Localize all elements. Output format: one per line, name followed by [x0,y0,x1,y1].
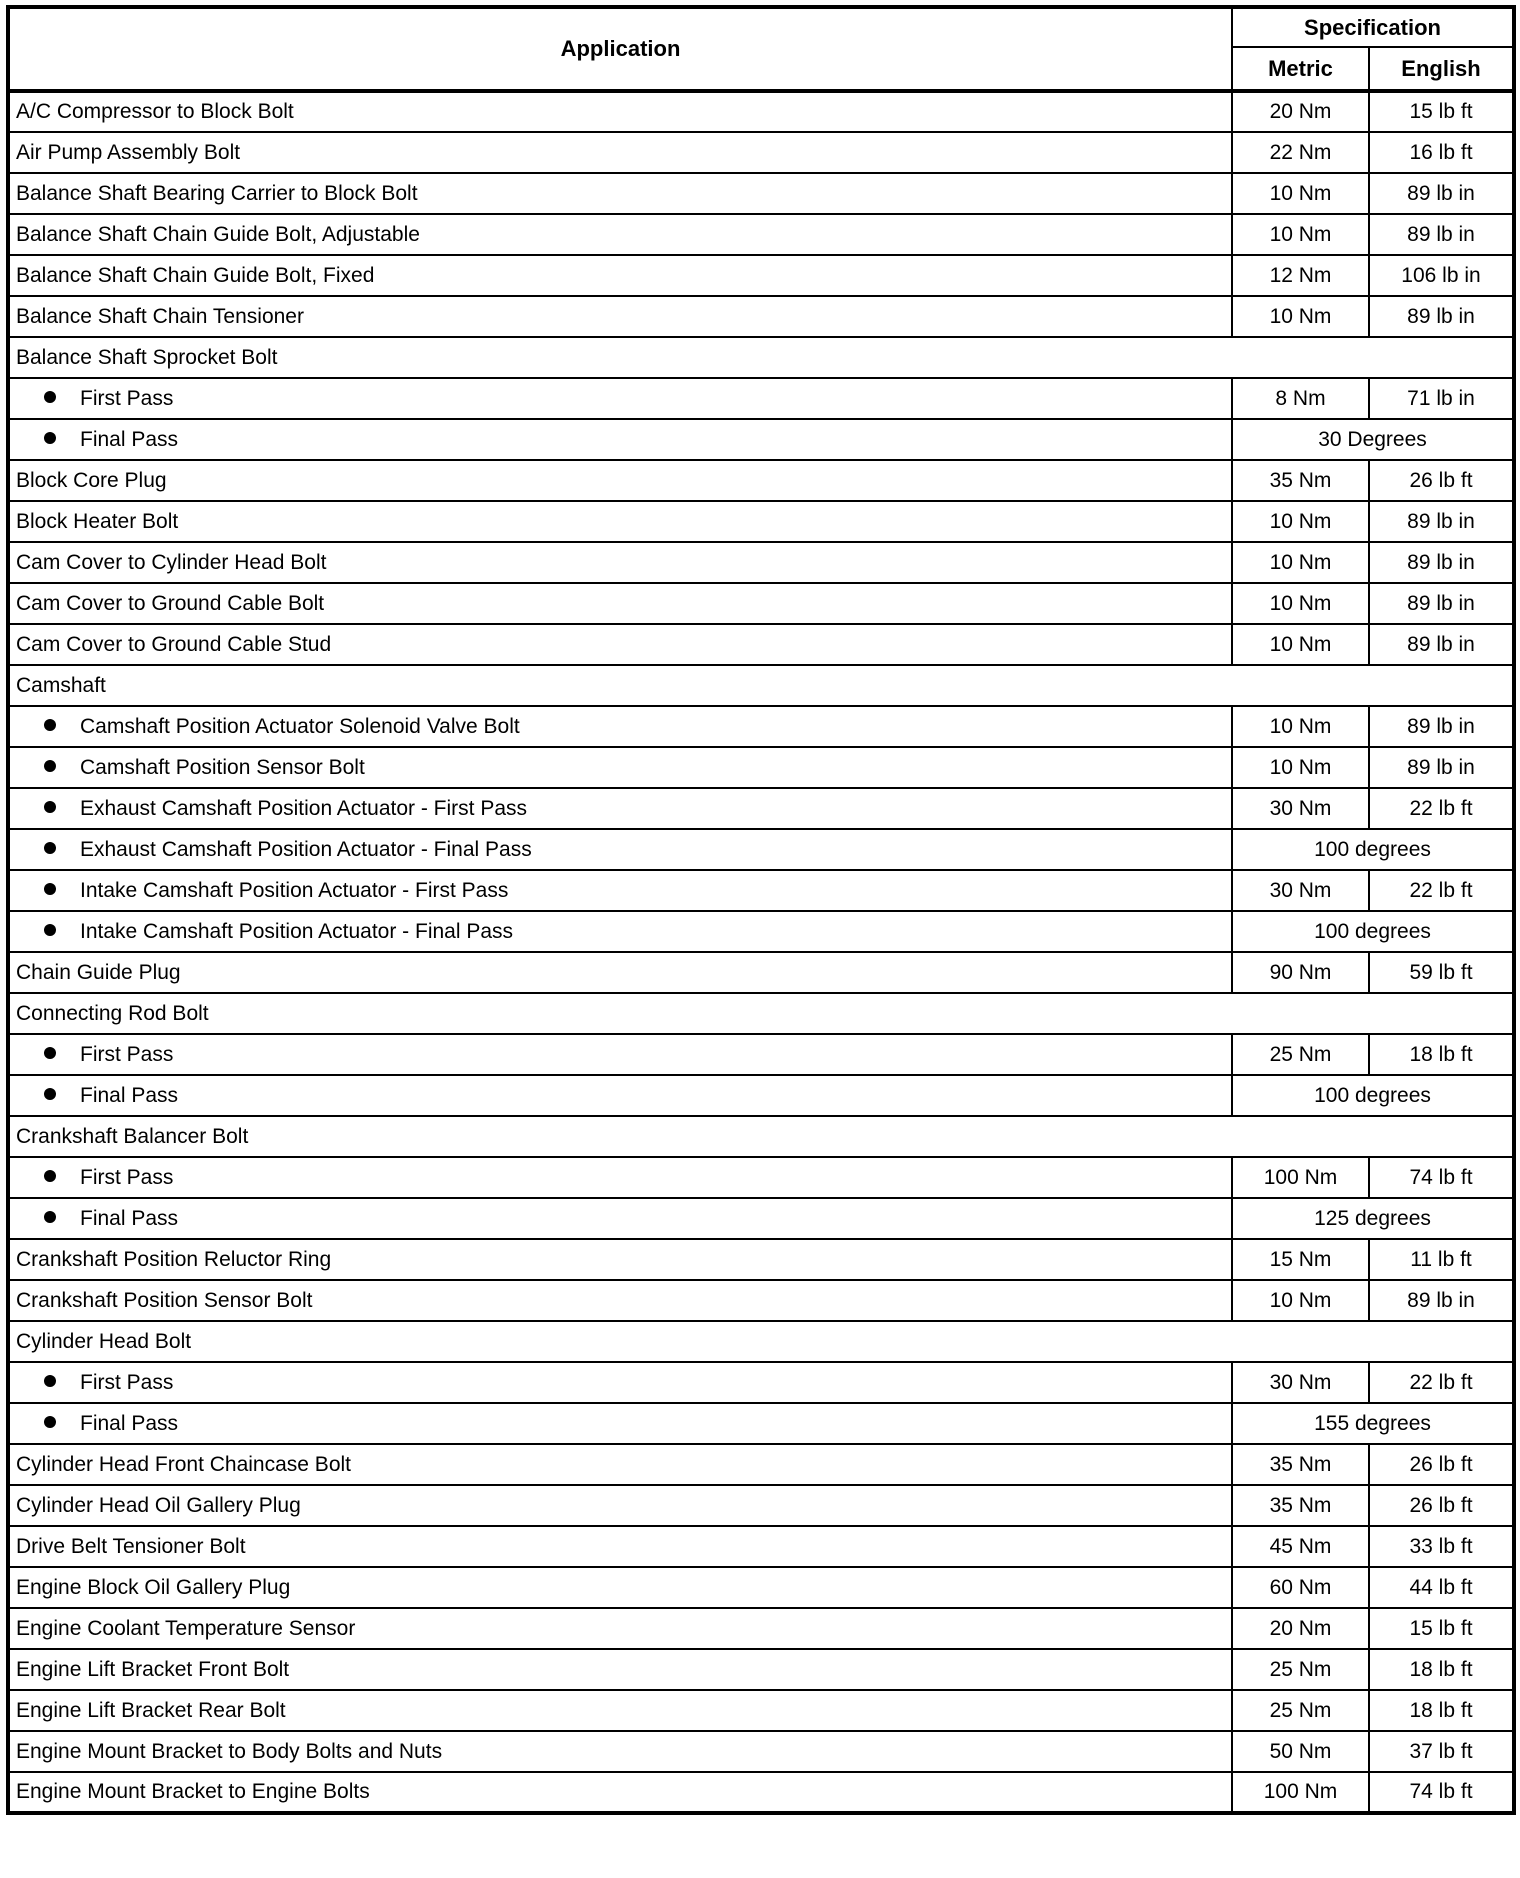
metric-value-cell: 10 Nm [1232,173,1369,214]
table-row [8,1485,1514,1526]
application-label: Final Pass [80,427,179,451]
torque-spec-table [6,5,1516,1815]
metric-value-cell: 100 Nm [1232,1772,1369,1813]
bullet-icon [44,883,56,895]
section-label-cell: Crankshaft Balancer Bolt [8,1116,1514,1157]
application-cell: Engine Block Oil Gallery Plug [8,1567,1232,1608]
application-cell: Chain Guide Plug [8,952,1232,993]
metric-value-cell: 10 Nm [1232,542,1369,583]
application-cell: Air Pump Assembly Bolt [8,132,1232,173]
application-cell: Balance Shaft Chain Tensioner [8,296,1232,337]
table-row [8,378,1514,419]
application-cell: Cylinder Head Front Chaincase Bolt [8,1444,1232,1485]
application-cell [8,1075,1232,1116]
spec-merged-cell: 155 degrees [1232,1403,1514,1444]
metric-value-cell: 8 Nm [1232,378,1369,419]
table-row [8,1239,1514,1280]
metric-value-cell: 60 Nm [1232,1567,1369,1608]
application-cell: Cam Cover to Cylinder Head Bolt [8,542,1232,583]
metric-value-cell: 10 Nm [1232,501,1369,542]
spec-merged-cell: 100 degrees [1232,911,1514,952]
table-row [8,1362,1514,1403]
application-cell: Balance Shaft Chain Guide Bolt, Fixed [8,255,1232,296]
section-label-cell: Cylinder Head Bolt [8,1321,1514,1362]
metric-value-cell: 20 Nm [1232,1608,1369,1649]
bullet-icon [44,1170,56,1182]
section-label-cell: Camshaft [8,665,1514,706]
metric-value-cell: 10 Nm [1232,583,1369,624]
metric-value-cell: 30 Nm [1232,870,1369,911]
english-value-cell: 26 lb ft [1369,1485,1514,1526]
english-value-cell: 89 lb in [1369,173,1514,214]
table-row [8,255,1514,296]
english-value-cell: 26 lb ft [1369,1444,1514,1485]
bullet-icon [44,842,56,854]
english-value-cell: 89 lb in [1369,747,1514,788]
english-value-cell: 22 lb ft [1369,870,1514,911]
application-cell: Block Heater Bolt [8,501,1232,542]
application-cell [8,829,1232,870]
application-cell [8,1198,1232,1239]
application-label: Camshaft Position Sensor Bolt [80,755,365,779]
application-cell: Engine Mount Bracket to Body Bolts and Nuts [8,1731,1232,1772]
bullet-icon [44,719,56,731]
bullet-icon [44,1375,56,1387]
application-cell: Cam Cover to Ground Cable Stud [8,624,1232,665]
metric-value-cell: 10 Nm [1232,1280,1369,1321]
application-label: Exhaust Camshaft Position Actuator - Final Pass [80,837,532,861]
table-row [8,1075,1514,1116]
metric-value-cell: 10 Nm [1232,747,1369,788]
table-row [8,1280,1514,1321]
section-row [8,1321,1514,1362]
application-cell: Cam Cover to Ground Cable Bolt [8,583,1232,624]
application-label: Final Pass [80,1411,179,1435]
english-value-cell: 15 lb ft [1369,91,1514,132]
table-header [8,7,1514,91]
application-cell: Drive Belt Tensioner Bolt [8,1526,1232,1567]
metric-value-cell: 25 Nm [1232,1034,1369,1075]
metric-value-cell: 30 Nm [1232,788,1369,829]
english-value-cell: 22 lb ft [1369,788,1514,829]
section-row [8,665,1514,706]
table-row [8,1649,1514,1690]
application-cell [8,378,1232,419]
table-row [8,214,1514,255]
bullet-icon [44,1088,56,1100]
header-row-specification [8,7,1514,47]
metric-value-cell: 25 Nm [1232,1690,1369,1731]
table-row [8,706,1514,747]
metric-value-cell: 30 Nm [1232,1362,1369,1403]
english-value-cell: 37 lb ft [1369,1731,1514,1772]
application-label: First Pass [80,1042,174,1066]
spec-merged-cell: 30 Degrees [1232,419,1514,460]
metric-value-cell: 90 Nm [1232,952,1369,993]
table-row [8,624,1514,665]
table-row [8,1403,1514,1444]
table-row [8,1731,1514,1772]
application-label: Intake Camshaft Position Actuator - First Pass [80,878,509,902]
metric-value-cell: 35 Nm [1232,460,1369,501]
application-cell: Balance Shaft Bearing Carrier to Block Bolt [8,173,1232,214]
application-cell: Crankshaft Position Reluctor Ring [8,1239,1232,1280]
application-label: First Pass [80,386,174,410]
table-row [8,788,1514,829]
bullet-icon [44,432,56,444]
application-label: First Pass [80,1370,174,1394]
application-label: Final Pass [80,1083,179,1107]
english-value-cell: 71 lb in [1369,378,1514,419]
application-cell [8,1362,1232,1403]
english-value-cell: 89 lb in [1369,542,1514,583]
section-row [8,1116,1514,1157]
table-row [8,132,1514,173]
application-label: First Pass [80,1165,174,1189]
application-cell: Engine Lift Bracket Front Bolt [8,1649,1232,1690]
english-value-cell: 89 lb in [1369,624,1514,665]
application-cell: Crankshaft Position Sensor Bolt [8,1280,1232,1321]
english-value-cell: 89 lb in [1369,706,1514,747]
application-cell [8,706,1232,747]
english-value-cell: 22 lb ft [1369,1362,1514,1403]
english-value-cell: 33 lb ft [1369,1526,1514,1567]
table-row [8,1690,1514,1731]
english-value-cell: 18 lb ft [1369,1034,1514,1075]
metric-column-header: Metric [1232,47,1369,91]
spec-merged-cell: 125 degrees [1232,1198,1514,1239]
metric-value-cell: 50 Nm [1232,1731,1369,1772]
application-cell [8,1034,1232,1075]
application-cell: Engine Mount Bracket to Engine Bolts [8,1772,1232,1813]
metric-value-cell: 22 Nm [1232,132,1369,173]
english-value-cell: 89 lb in [1369,1280,1514,1321]
application-cell [8,419,1232,460]
section-label-cell: Connecting Rod Bolt [8,993,1514,1034]
metric-value-cell: 35 Nm [1232,1485,1369,1526]
table-row [8,296,1514,337]
english-value-cell: 44 lb ft [1369,1567,1514,1608]
application-label: Final Pass [80,1206,179,1230]
table-row [8,829,1514,870]
table-row [8,583,1514,624]
metric-value-cell: 15 Nm [1232,1239,1369,1280]
bullet-icon [44,924,56,936]
table-row [8,747,1514,788]
spec-merged-cell: 100 degrees [1232,829,1514,870]
english-value-cell: 89 lb in [1369,501,1514,542]
table-row [8,419,1514,460]
application-cell [8,1403,1232,1444]
section-label-cell: Balance Shaft Sprocket Bolt [8,337,1514,378]
application-label: Exhaust Camshaft Position Actuator - First Pass [80,796,528,820]
metric-value-cell: 100 Nm [1232,1157,1369,1198]
table-row [8,1034,1514,1075]
english-value-cell: 26 lb ft [1369,460,1514,501]
application-cell: Engine Lift Bracket Rear Bolt [8,1690,1232,1731]
english-column-header: English [1369,47,1514,91]
section-row [8,993,1514,1034]
table-row [8,1198,1514,1239]
english-value-cell: 89 lb in [1369,214,1514,255]
spec-merged-cell: 100 degrees [1232,1075,1514,1116]
table-row [8,1157,1514,1198]
english-value-cell: 16 lb ft [1369,132,1514,173]
application-cell: Engine Coolant Temperature Sensor [8,1608,1232,1649]
table-row [8,1567,1514,1608]
english-value-cell: 74 lb ft [1369,1772,1514,1813]
bullet-icon [44,1416,56,1428]
english-value-cell: 89 lb in [1369,296,1514,337]
application-cell [8,870,1232,911]
english-value-cell: 74 lb ft [1369,1157,1514,1198]
section-row [8,337,1514,378]
english-value-cell: 11 lb ft [1369,1239,1514,1280]
english-value-cell: 15 lb ft [1369,1608,1514,1649]
metric-value-cell: 25 Nm [1232,1649,1369,1690]
table-row [8,1608,1514,1649]
english-value-cell: 18 lb ft [1369,1649,1514,1690]
metric-value-cell: 12 Nm [1232,255,1369,296]
english-value-cell: 106 lb in [1369,255,1514,296]
table-row [8,542,1514,583]
table-row [8,952,1514,993]
bullet-icon [44,760,56,772]
metric-value-cell: 10 Nm [1232,706,1369,747]
table-row [8,460,1514,501]
bullet-icon [44,391,56,403]
metric-value-cell: 10 Nm [1232,624,1369,665]
bullet-icon [44,801,56,813]
metric-value-cell: 10 Nm [1232,296,1369,337]
table-row [8,911,1514,952]
application-cell: A/C Compressor to Block Bolt [8,91,1232,132]
english-value-cell: 89 lb in [1369,583,1514,624]
application-cell [8,788,1232,829]
bullet-icon [44,1047,56,1059]
table-row [8,1526,1514,1567]
application-cell: Block Core Plug [8,460,1232,501]
metric-value-cell: 10 Nm [1232,214,1369,255]
table-row [8,1444,1514,1485]
application-cell [8,911,1232,952]
english-value-cell: 18 lb ft [1369,1690,1514,1731]
table-row [8,501,1514,542]
table-row [8,1772,1514,1813]
table-row [8,173,1514,214]
application-label: Camshaft Position Actuator Solenoid Valve Bolt [80,714,520,738]
bullet-icon [44,1211,56,1223]
table-row [8,870,1514,911]
application-cell: Balance Shaft Chain Guide Bolt, Adjustable [8,214,1232,255]
application-cell [8,747,1232,788]
metric-value-cell: 45 Nm [1232,1526,1369,1567]
metric-value-cell: 35 Nm [1232,1444,1369,1485]
english-value-cell: 59 lb ft [1369,952,1514,993]
spec-table-body [8,91,1514,1813]
application-column-header: Application [8,7,1232,91]
application-cell: Cylinder Head Oil Gallery Plug [8,1485,1232,1526]
specification-column-header: Specification [1232,7,1514,47]
metric-value-cell: 20 Nm [1232,91,1369,132]
table-row [8,91,1514,132]
application-label: Intake Camshaft Position Actuator - Final Pass [80,919,514,943]
application-cell [8,1157,1232,1198]
